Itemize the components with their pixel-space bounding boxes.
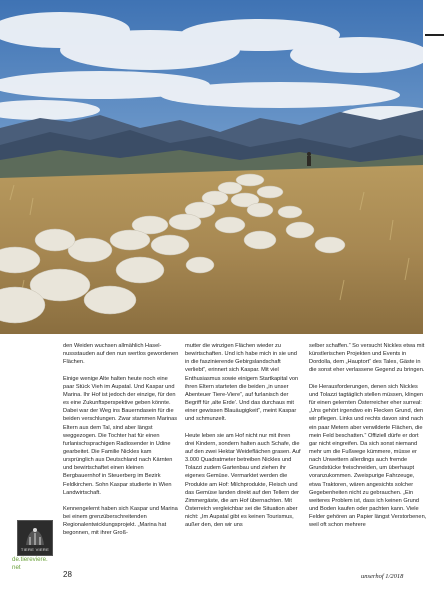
website-link[interactable]: de.tiereviere. net: [12, 556, 48, 571]
paragraph: Kennengelernt haben sich Kaspar und Marina bei einem grenzüberschreitenden Regionalentwicklungsprojekt. „Marina hat begonnen, mit ihrer Groß-: [63, 506, 178, 537]
article-column-3: [309, 342, 427, 538]
magazine-issue: unserhof 1/2018: [361, 573, 404, 580]
page-edge-marker: [425, 34, 444, 36]
article-column-2: [185, 342, 301, 538]
paragraph: Einige wenige Alte halten heute noch eine paar Stück Vieh im Aupatal. Und Kaspar und Marina. Ihr Hof ist jedoch der einzige, für den es eine Zukunftsperspektive geben könnte. Dabei war der Weg ins Bauerndasein für die beiden verschlungen. Zwar stammen Marinas Eltern aus dem Tal, sind aber längst weggezogen. Die Tochter hat für einen furlanischsprachigen Radiosender in Udine gearbeitet. Die Familie Nickles kam ursprünglich aus Deutschland nach Kärnten und bewirtschaftet einen kleinen Bergbauernhof in Steuerberg im Bezirk Feldkirchen. Sohn Kaspar studierte in Wien Landwirtschaft.: [63, 375, 178, 496]
tiere-viere-logo: [17, 520, 53, 556]
article-column-1: [63, 342, 179, 546]
logo-label: TIERE VIERE: [20, 547, 50, 552]
paragraph: den Weiden wuchsen allmählich Haselnussstauden auf den nun wertlos gewordenen Flächen.: [63, 343, 179, 366]
page-number: 28: [63, 570, 72, 579]
paragraph: Die Herausforderungen, denen sich Nickles und Tolazzi tagtäglich stellen müssen, klingen für einen gelernten Österreicher eher surreal: „Uns gehört irgendwo ein Flecken Grund, den wir pflegen. Links und rechts davon sind nach ein paar Metern aber verwilderte Flächen, die mein Feld beschatten.“ Offiziell dürfe er dort gar nicht eingreifen. Da sich sonst niemand mehr um die Fußwege kümmere, müsse er nach Unwettern allerdings auch fremde Grundstücke freischneiden, um überhaupt voranzukommen. Zweispurige Fahrzeuge, etwa Traktoren, wären angesichts solcher Gegebenheiten nicht zu gebrauchen. „Ein weiteres Problem ist, dass ich keinen Grund und Boden kaufen oder pachten kann. Viele Felder gehören an Papier längst Verstorbenen, weil oft schon mehrere: [309, 383, 427, 529]
paragraph: mutter die winzigen Flächen wieder zu bewirtschaften. Und ich habe mich in sie und in die faszinierende Gebirgslandschaft verliebt“, erinnert sich Kaspar. Mit viel Enthusiasmus sowie einigem Startkapital von ihren Eltern starteten die beiden „in unser Abenteuer Tiere-Viere“, auf furlanisch der Begriff für ‚alte Erde‘. Und das durchaus mit einer gewissen Blauäugigkeit“, meint Kaspar und schmunzelt.: [185, 343, 299, 423]
paragraph: Heute leben sie am Hof nicht nur mit ihren drei Kindern, sondern halten auch Schafe, die auf den zwei Hektar Weideflächen grasen. Auf 3.000 Quadratmeter betreiben Nickles und Tolazzi zudem Gartenbau und ziehen ihr eigenes Gemüse. Vermarktet werden die Produkte am Hof: Milchprodukte, Fleisch und das Gemüse landen direkt auf den Tellern der Zimmergäste, die am Hof übernachten. Mit Österreich vergleichbar sei die Situation aber nicht: „Im Aupatal gibt es keinen Tourismus, außer den, den wir uns: [185, 432, 301, 529]
paragraph: selber schaffen.“ So versucht Nickles etwa mit künstlerischen Projekten und Events in Dordolla, dem „Hauptort“ des Tales, Gäste in die sonst eher verlassene Gegend zu bringen.: [309, 343, 425, 374]
